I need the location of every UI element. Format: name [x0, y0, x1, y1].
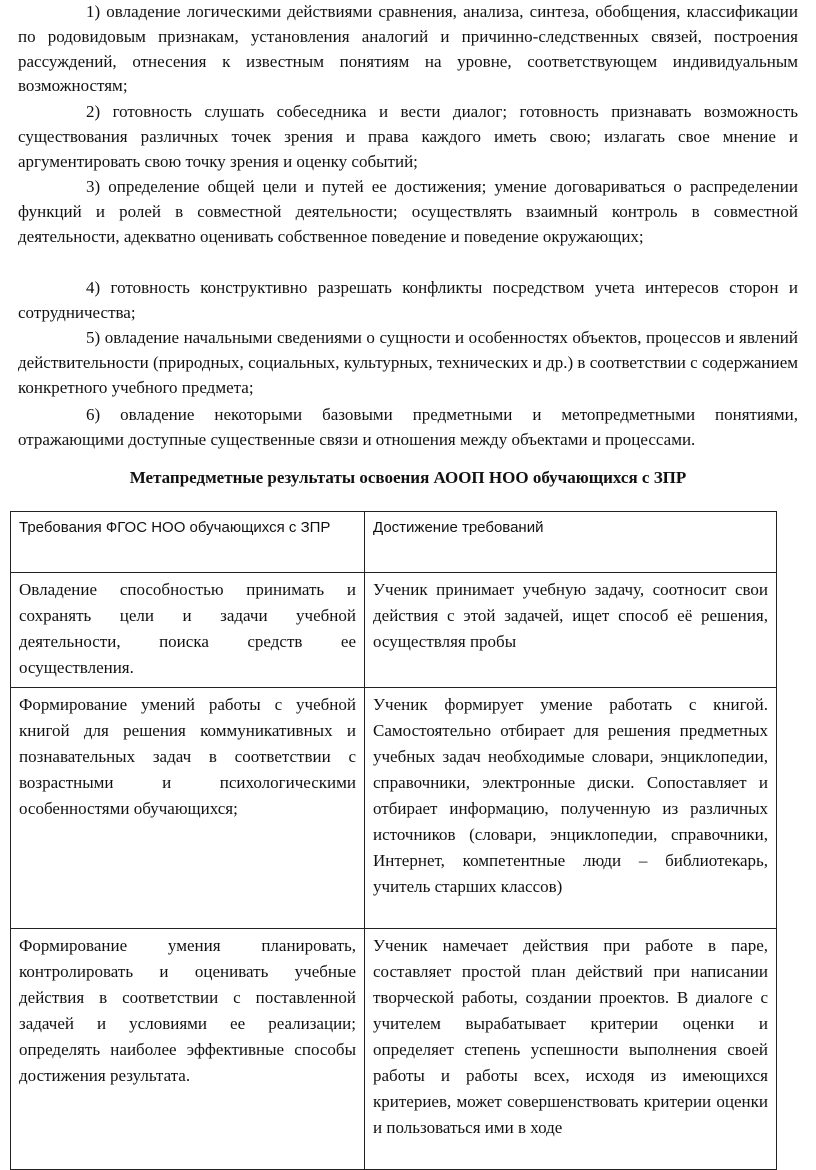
table-row	[11, 688, 777, 929]
section-heading: Метапредметные результаты освоения АООП НОО обучающихся с ЗПР	[129, 468, 687, 487]
requirement-cell: Формирование умения планировать, контролировать и оценивать учебные действия в соответствии с поставленной задачей и условиями ее реализации; определять наиболее эффективные способы достижения результата.	[11, 929, 365, 1170]
requirements-table	[10, 511, 777, 1170]
list-item-6: 6) овладение некоторыми базовыми предметными и метопредметными понятиями, отражающими доступные существенные связи и отношения между объектами и процессами.	[18, 405, 798, 449]
requirement-cell: Формирование умений работы с учебной книгой для решения коммуникативных и познавательных задач в соответствии с возрастными и психологическими особенностями обучающихся;	[11, 688, 365, 929]
list-item-5: 5) овладение начальными сведениями о сущности и особенностях объектов, процессов и явлений действительности (природных, социальных, культурных, технических и др.) в соответствии с содержанием конкретного учебного предмета;	[18, 328, 798, 397]
achievement-cell: Ученик принимает учебную задачу, соотносит свои действия с этой задачей, ищет способ её решения, осуществляя пробы	[365, 573, 777, 688]
list-item-4: 4) готовность конструктивно разрешать конфликты посредством учета интересов сторон и сотрудничества;	[18, 278, 798, 322]
header-achievement: Достижение требований	[365, 512, 777, 573]
achievement-cell: Ученик намечает действия при работе в паре, составляет простой план действий при написании творческой работы, создании проектов. В диалоге с учителем вырабатывает критерии оценки и определяет степень успешности выполнения своей работы и работы всех, исходя из имеющихся критериев, может совершенствовать критерии оценки и пользоваться ими в ходе	[365, 929, 777, 1170]
table-row	[11, 929, 777, 1170]
table-row	[11, 573, 777, 688]
list-item-2: 2) готовность слушать собеседника и вести диалог; готовность признавать возможность существования различных точек зрения и права каждого иметь свою; излагать свое мнение и аргументировать свою точку зрения и оценку событий;	[18, 102, 798, 171]
achievement-cell: Ученик формирует умение работать с книгой. Самостоятельно отбирает для решения предметных учебных задач необходимые словари, энциклопедии, справочники, электронные диски. Сопоставляет и отбирает информацию, полученную из различных источников (словари, энциклопедии, справочники, Интернет, компетентные люди – библиотекарь, учитель старших классов)	[365, 688, 777, 929]
table-header-row	[11, 512, 777, 573]
list-item-3: 3) определение общей цели и путей ее достижения; умение договариваться о распределении функций и ролей в совместной деятельности; осуществлять взаимный контроль в совместной деятельности, адекватно оценивать собственное поведение и поведение окружающих;	[18, 177, 798, 246]
requirement-cell: Овладение способностью принимать и сохранять цели и задачи учебной деятельности, поиска средств ее осуществления.	[11, 573, 365, 688]
list-item-1: 1) овладение логическими действиями сравнения, анализа, синтеза, обобщения, классификации по родовидовым признакам, установления аналогий и причинно-следственных связей, построения рассуждений, отнесения к известным понятиям на уровне, соответствующем индивидуальным возможностям;	[18, 2, 798, 96]
header-requirements: Требования ФГОС НОО обучающихся с ЗПР	[11, 512, 365, 573]
